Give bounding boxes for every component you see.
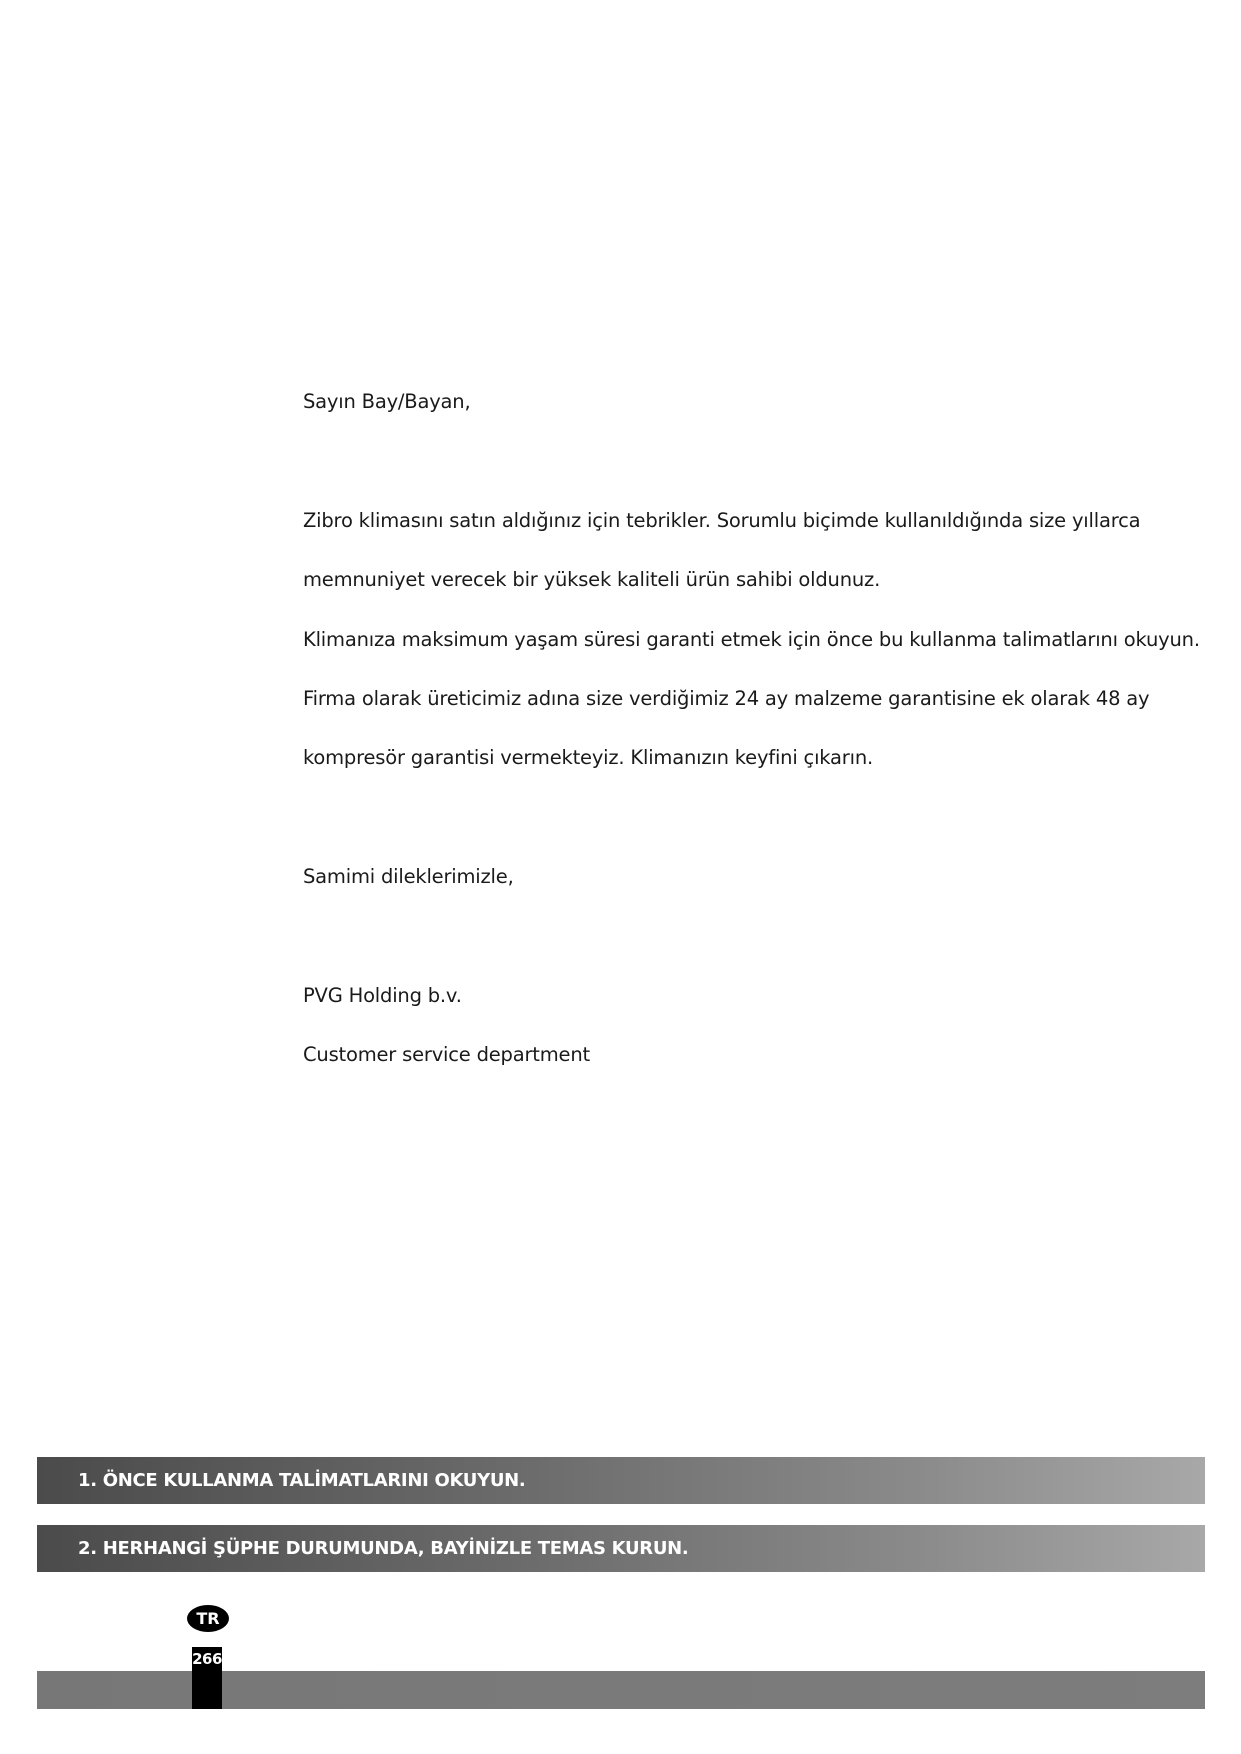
paragraph-line: memnuniyet verecek bir yüksek kaliteli ürün sahibi oldunuz. [303,568,881,591]
paragraph-line: kompresör garantisi vermekteyiz. Klimanızın keyfini çıkarın. [303,746,873,769]
salutation: Sayın Bay/Bayan, [303,390,471,413]
closing: Samimi dileklerimizle, [303,865,514,888]
notice-bar-contact-dealer: 2. HERHANGİ ŞÜPHE DURUMUNDA, BAYİNİZLE TEMAS KURUN. [37,1525,1205,1572]
paragraph-line: Klimanıza maksimum yaşam süresi garanti etmek için önce bu kullanma talimatlarını okuyun. [303,628,1200,651]
language-badge: TR [187,1605,229,1632]
paragraph-line: Zibro klimasını satın aldığınız için tebrikler. Sorumlu biçimde kullanıldığında size yıllarca [303,509,1141,532]
company-name: PVG Holding b.v. [303,984,462,1007]
department-name: Customer service department [303,1043,590,1066]
paragraph-line: Firma olarak üreticimiz adına size verdiğimiz 24 ay malzeme garantisine ek olarak 48 ay [303,687,1150,710]
notice-bar-read-instructions: 1. ÖNCE KULLANMA TALİMATLARINI OKUYUN. [37,1457,1205,1504]
page-number: 266 [192,1647,222,1709]
